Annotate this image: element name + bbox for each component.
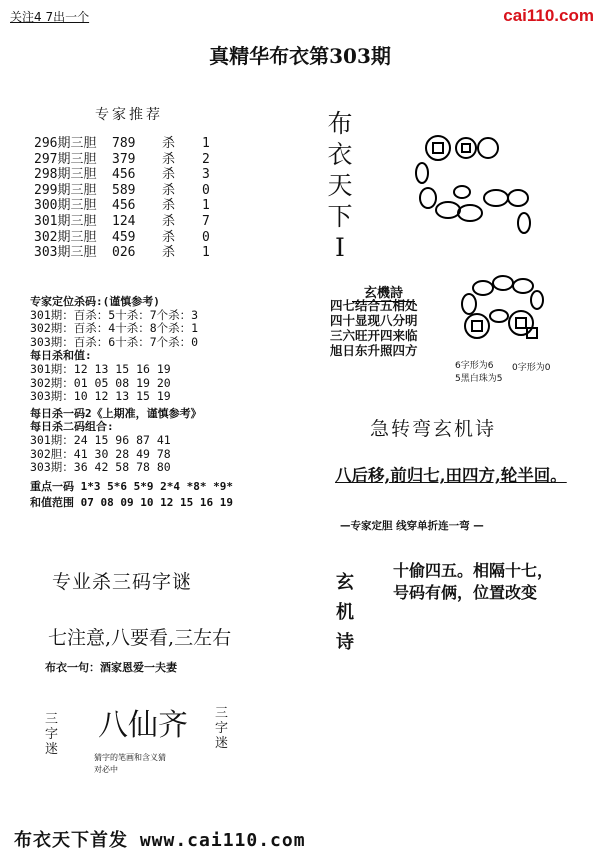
shape-caption-left: 6字形为6 5黑白珠为5 <box>455 361 503 384</box>
urgent-riddle: 八后移,前归七,田四方,轮半回。 <box>335 466 567 485</box>
daily-row: 302胆：41 30 28 49 78 <box>30 446 171 461</box>
sum-row: 303期：10 12 13 15 19 <box>30 389 171 404</box>
poem-lines: 四七结合五相处 四十显现八分明 三六旺开四来临 旭日东升照四方 <box>330 298 418 358</box>
vertical-title: 布 衣 天 下 I <box>327 109 353 262</box>
page-title: 真精华布衣第303期 <box>209 44 391 68</box>
sum-title: 每日杀和值: <box>30 349 92 363</box>
position-row: 302期：百杀：4十杀：8个杀：1 <box>30 321 199 336</box>
expert-row: 299期三胆 589 杀 0 <box>34 182 210 198</box>
position-row: 301期：百杀：5十杀：7个杀：3 <box>30 307 199 322</box>
expert-row: 297期三胆 379 杀 2 <box>34 151 210 167</box>
riddle-word: 八仙齐 <box>98 708 188 743</box>
range-line: 和值范围 07 08 09 10 12 15 16 19 <box>30 496 233 510</box>
position-title: 专家定位杀码:(谨慎参考) <box>30 295 160 308</box>
daily-subtitle: 每日杀二码组合: <box>30 420 114 434</box>
top-note: 关注4 7出一个 <box>10 10 90 24</box>
expert-row: 303期三胆 026 杀 1 <box>34 245 210 261</box>
expert-row: 298期三胆 456 杀 3 <box>34 167 210 183</box>
one-sentence: 布衣一句：酒家恩爱一夫妻 <box>45 661 177 674</box>
site-link[interactable]: cai110.com <box>503 6 594 25</box>
riddle-line: 七注意,八要看,三左右 <box>48 627 232 649</box>
expert-row: 301期三胆 124 杀 7 <box>34 213 210 229</box>
riddle-hint: 猜字的笔画和含义猜 对必中 <box>94 753 166 774</box>
daily-row: 301期：24 15 96 87 41 <box>30 432 171 447</box>
footer: 布衣天下首发 www.cai110.com <box>14 830 306 851</box>
expert-note: —专家定胆 线穿单折连一弯 — <box>340 520 484 532</box>
expert-row: 296期三胆 789 杀 1 <box>34 136 210 151</box>
vertical-poem-title: 玄 机 诗 <box>336 572 354 653</box>
coin-ring-icon <box>455 268 555 358</box>
sum-row: 301期：12 13 15 16 19 <box>30 361 171 376</box>
focus-line: 重点一码 1*3 5*6 5*9 2*4 *8* *9* <box>30 479 233 493</box>
urgent-title: 急转弯玄机诗 <box>370 418 497 440</box>
expert-title: 专家推荐 <box>95 107 163 123</box>
vertical-riddle-left: 三 字 迷 <box>45 712 59 757</box>
daily-title: 每日杀一码2《上期准，谨慎参考》 <box>30 406 202 420</box>
kill3-title: 专业杀三码字谜 <box>52 571 193 593</box>
sum-row: 302期：01 05 08 19 20 <box>30 375 171 390</box>
position-row: 303期：百杀：6十杀：7个杀：0 <box>30 334 199 349</box>
expert-row: 300期三胆 456 杀 1 <box>34 198 210 214</box>
poem-two: 十偷四五。相隔十七， 号码有俩，位置改变 <box>393 561 554 602</box>
poem-title: 玄機詩 <box>352 282 415 302</box>
expert-list <box>34 136 210 261</box>
coin-string-icon <box>408 128 543 238</box>
expert-row: 302期三胆 459 杀 0 <box>34 229 210 245</box>
stats-block <box>30 295 233 510</box>
shape-caption-right: 0字形为0 <box>512 363 551 373</box>
daily-row: 303期：36 42 58 78 80 <box>30 460 171 475</box>
vertical-riddle-right: 三 字 迷 <box>215 706 229 751</box>
